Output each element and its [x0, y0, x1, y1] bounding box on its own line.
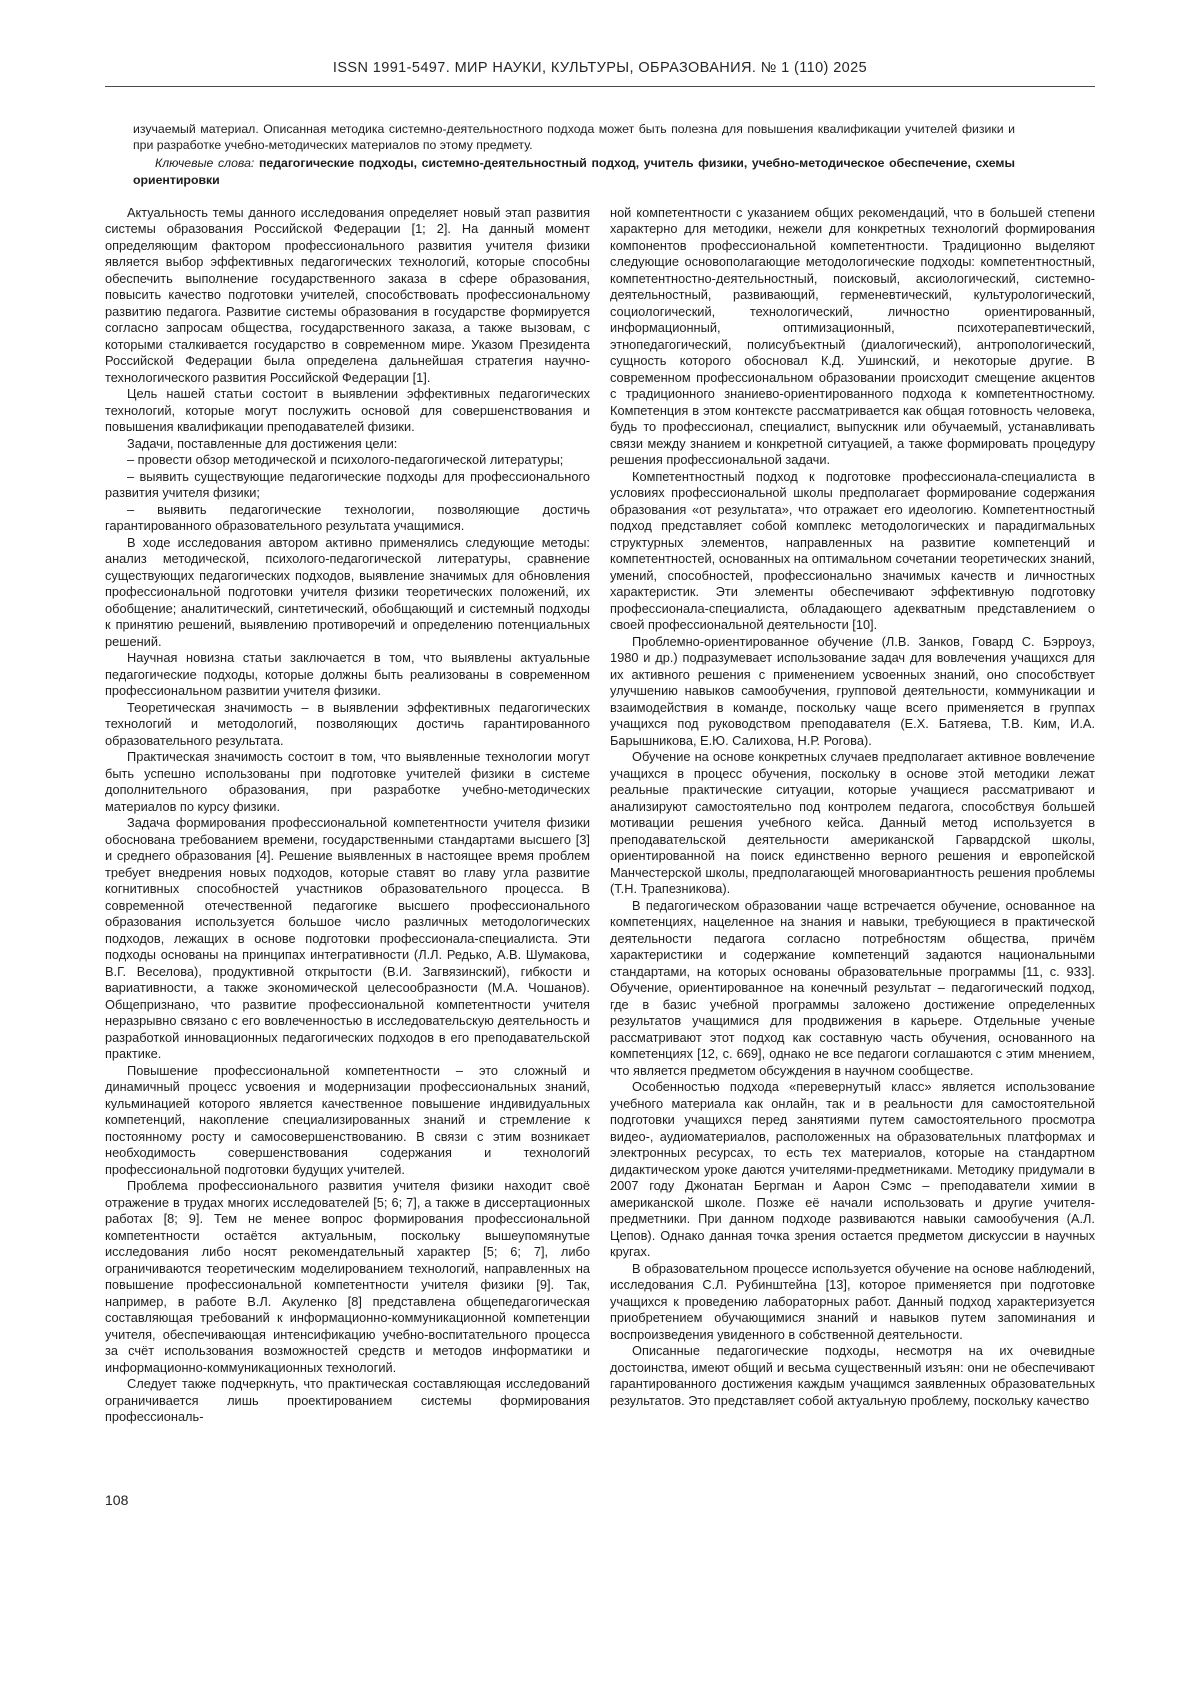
page-number: 108 [105, 1492, 129, 1508]
body-paragraph: Задачи, поставленные для достижения цели: [127, 435, 398, 451]
body-list-item: – выявить существующие педагогические подходы для профессионального развития учителя физики; [105, 468, 590, 501]
body-paragraph: В педагогическом образовании чаще встречается обучение, основанное на компетенциях, нацеленное на знания и навыки, требующиеся в практической деятельности педагога согласно потребностям общества, причём характеристики и содержание компетенций задаются национальными стандартами, на которых основаны образовательные программы [11, с. 933]. Обучение, ориентированное на конечный результат – педагогический подход, где в базис учебной программы заложено достижение определенных результатов учащимися для продвижения в карьере. Отдельные ученые рассматривают этот подход как составную часть обучения, основанного на компетенциях [12, с. 669], однако не все педагоги соглашаются с этим мнением, что является предметом обсуждения в научном сообществе. [610, 897, 1095, 1078]
body-list-item: – выявить педагогические технологии, позволяющие достичь гарантированного образовательного результата учащимися. [105, 501, 590, 534]
body-paragraph: Проблемно-ориентированное обучение (Л.В. Занков, Говард С. Бэрроуз, 1980 и др.) подразумевает использование задач для вовлечения учащихся для их активного решения с применением усвоенных знаний, оно способствует улучшению навыков самообучения, групповой деятельности, коммуникации и взаимодействия в команде, поскольку чаще всего применяется в группах учащихся под руководством преподавателя (Е.Х. Батяева, Т.В. Ким, И.А. Барышникова, Е.Ю. Салихова, Н.Р. Рогова). [610, 633, 1095, 748]
body-paragraph: Цель нашей статьи состоит в выявлении эффективных педагогических технологий, которые могут послужить основой для совершенствования и повышения квалификации преподавателей физики. [105, 386, 590, 435]
body-paragraph: Компетентностный подход к подготовке профессионала-специалиста в условиях профессиональной школы предполагает формирование содержания образования «от результата», что отражает его идеологию. Компетентностный подход представляет собой комплекс методологических и парадигмальных структурных элементов, направленных на развитие компетенций и компетентностей, основанных на оптимальном сочетании теоретических знаний, умений, способностей, профессионально значимых качеств и личностных характеристик. Эти элементы обеспечивают эффективную подготовку профессионала-специалиста, обладающего адекватным представлением о своей профессиональной деятельности [10]. [610, 468, 1095, 633]
header-divider [105, 86, 1095, 87]
keywords-label: Ключевые слова: [155, 156, 255, 171]
body-paragraph: Описанные педагогические подходы, несмотря на их очевидные достоинства, имеют общий и весьма существенный изъян: они не обеспечивают гарантированного достижения каждым учащимся заявленных образовательных результатов. Это представляет собой актуальную проблему, поскольку качество [610, 1343, 1095, 1408]
body-paragraph: В образовательном процессе используется обучение на основе наблюдений, исследования С.Л. Рубинштейна [13], которое применяется при подготовке учащихся к проведению лабораторных работ. Данный подход характеризуется приобретением обучающимися знаний и навыков путем запоминания и воспроизведения увиденного в собственной деятельности. [610, 1260, 1095, 1342]
body-paragraph: Актуальность темы данного исследования определяет новый этап развития системы образования Российской Федерации [1; 2]. На данный момент определяющим фактором профессионального развития учителя физики является выбор эффективных педагогических технологий, которые способны обеспечить выполнение государственного заказа в сфере образования, повысить качество подготовки учителей, способствовать профессиональному развитию педагога. Развитие системы образования в государстве формируется согласно запросам общества, государственного заказа, а также вызовам, с которыми сталкивается государство в современном мире. Указом Президента Российской Федерации была определена дальнейшая стратегия научно-технологического развития Российской Федерации [1]. [105, 204, 590, 385]
body-paragraph: Проблема профессионального развития учителя физики находит своё отражение в трудах многих исследователей [5; 6; 7], а также в диссертационных работах [8; 9]. Тем не менее вопрос формирования профессиональной компетентности остаётся актуальным, поскольку вышеупомянутые исследования либо носят рекомендательный характер [5; 6; 7], либо ограничиваются теоретическим моделированием технологий, направленных на повышение профессиональной компетентности учителя физики [9]. Так, например, в работе В.Л. Акуленко [8] представлена общепедагогическая составляющая требований к информационно-коммуникационной компетенции учителя, обеспечивающая интенсификацию учебно-воспитательного процесса за счёт использования возможностей средств и методов информатики и информационно-коммуникационных технологий. [105, 1178, 590, 1375]
body-list-item: – провести обзор методической и психолого-педагогической литературы; [127, 452, 564, 468]
body-paragraph: Особенностью подхода «перевернутый класс» является использование учебного материала как онлайн, так и в реальности для самостоятельной подготовки учащихся перед занятиями путем самостоятельного просмотра видео-, аудиоматериалов, расположенных на образовательных платформах и электронных ресурсах, то есть тех материалов, которые на стандартном дидактическом уроке даются учителями-предметниками. Методику придумали в 2007 году Джонатан Бергман и Аарон Сэмс – преподаватели химии в американской школе. Позже её начали использовать и другие учителя-предметники. При данном подходе развиваются навыки самообучения (А.Л. Цепов). Однако данная точка зрения остается предметом дискуссии в научных кругах. [610, 1079, 1095, 1260]
body-paragraph: Повышение профессиональной компетентности – это сложный и динамичный процесс усвоения и модернизации профессиональных знаний, кульминацией которого является качественное повышение индивидуальных компетенций, накопление специализированных знаний и стремление к постоянному росту и самосовершенствованию. В связи с этим возникает необходимость совершенствования содержания и технологий профессиональной подготовки будущих учителей. [105, 1062, 590, 1177]
body-paragraph: Следует также подчеркнуть, что практическая составляющая исследований ограничивается лишь проектированием системы формирования профессиональ- [105, 1376, 590, 1425]
body-paragraph-continuation: ной компетентности с указанием общих рекомендаций, что в большей степени характерно для методики, нежели для конкретных технологий формирования компонентов профессиональной компетентности. Традиционно выделяют следующие основополагающие методологические подходы: компетентностный, компетентностно-деятельностный, поисковый, аксиологический, системно-деятельностный, развивающий, герменевтический, культурологический, социологический, технологический, личностно ориентированный, информационный, оптимизационный, психотерапевтический, этнопедагогический, полисубъектный (диалогический), антропологический, сущность которого обосновал К.Д. Ушинский, и некоторые другие. В современном профессиональном образовании происходит смещение акцентов с традиционного знаниево-ориентированного подхода к компетентностному. Компетенция в этом контексте рассматривается как общая готовность человека, будь то профессионал, специалист, выпускник или обучаемый, устанавливать связи между знанием и конкретной ситуацией, а также формировать процедуру решения профессиональной задачи. [610, 204, 1095, 468]
keywords-text: педагогические подходы, системно-деятельностный подход, учитель физики, учебно-методическое обеспечение, схемы ориентировки [133, 156, 1015, 187]
body-paragraph: Задача формирования профессиональной компетентности учителя физики обоснована требованием времени, государственными стандартами высшего [3] и среднего образования [4]. Решение выявленных в настоящее время проблем требует внедрения новых подходов, которые ставят во главу угла развитие когнитивных способностей участников образовательного процесса. В современной отечественной педагогике высшего профессионального образования используется большое число различных методологических подходов, лежащих в основе подготовки профессионала-специалиста. Эти подходы основаны на принципах интегративности (Л.Л. Редько, А.В. Шумакова, В.Г. Веселова), продуктивной открытости (В.И. Загвязинский), гибкости и вариативности, а также экономической целесообразности (М.А. Чошанов). Общепризнано, что развитие профессиональной компетентности учителя неразрывно связано с его вовлеченностью в исследовательскую деятельность и разработкой инновационных педагогических подходов в его преподавательской практике. [105, 815, 590, 1062]
abstract-section [133, 121, 1015, 188]
keywords-line [133, 155, 1015, 187]
article-body [105, 205, 1095, 1426]
body-paragraph: Обучение на основе конкретных случаев предполагает активное вовлечение учащихся в процесс обучения, поскольку в основе этой методики лежат реальные практические ситуации, которые учащиеся рассматривают и анализируют самостоятельно под контролем педагога, способствуя большей мотивации решения учебного кейса. Данный метод используется в преподавательской деятельности американской Гарвардской школы, ориентированной на поиск единственно верного решения и европейской Манчестерской школы, предполагающей многовариантность решения проблемы (Т.Н. Трапезникова). [610, 749, 1095, 897]
abstract-continuation-text: изучаемый материал. Описанная методика системно-деятельностного подхода может быть полезна для повышения квалификации учителей физики и при разработке учебно-методических материалов по этому предмету. [133, 122, 1015, 153]
body-paragraph: Научная новизна статьи заключается в том, что выявлены актуальные педагогические подходы, которые должны быть реализованы в современном профессиональном развитии учителя физики. [105, 650, 590, 699]
body-paragraph: Практическая значимость состоит в том, что выявленные технологии могут быть успешно использованы при подготовке учителей физики в системе дополнительного образования, при разработке учебно-методических материалов по курсу физики. [105, 749, 590, 814]
left-column [105, 205, 590, 1426]
body-paragraph: Теоретическая значимость – в выявлении эффективных педагогических технологий и методологий, позволяющих достичь гарантированного образовательного результата. [105, 699, 590, 748]
journal-running-head: ISSN 1991-5497. МИР НАУКИ, КУЛЬТУРЫ, ОБРАЗОВАНИЯ. № 1 (110) 2025 [332, 60, 868, 76]
body-paragraph: В ходе исследования автором активно применялись следующие методы: анализ методической, психолого-педагогической литературы, сравнение существующих педагогических подходов, выявление значимых для обновления профессиональной подготовки учителя физики теоретических положений, их обобщение; аналитический, синтетический, обобщающий и системный подходы к принятию решений, выявлению противоречий и определению потенциальных решений. [105, 534, 590, 649]
right-column [610, 205, 1095, 1426]
